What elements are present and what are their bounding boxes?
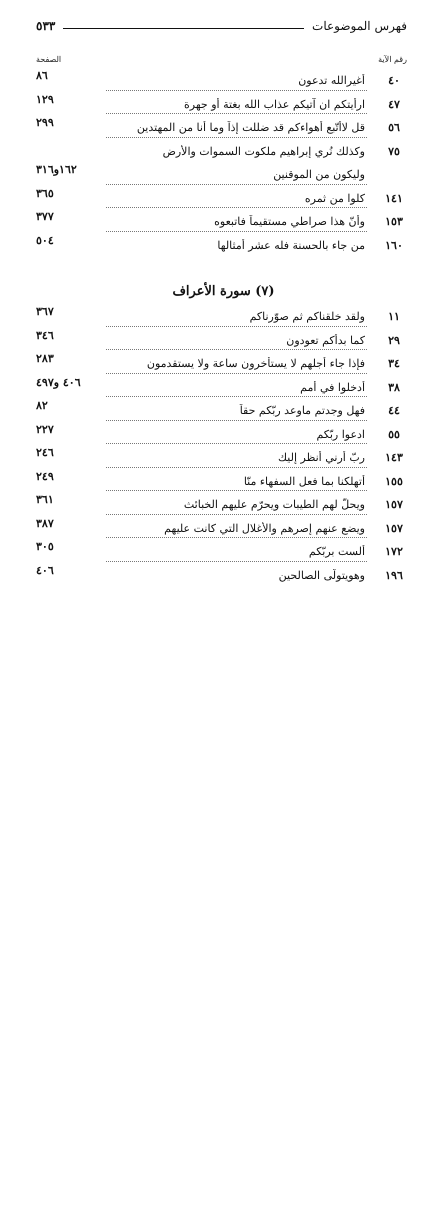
index-entry [36, 210, 407, 234]
verse-text: ولقد خلقناكم ثم صوّرناكم [249, 310, 365, 324]
verse-text: كما بدأكم تعودون [286, 333, 365, 347]
verse-text: وهويتولّى الصالحين [278, 568, 365, 582]
verse-text: ويضع عنهم إصرهم والأغلال التي كانت عليهم [164, 521, 365, 535]
verse-number: ١٥٥ [385, 474, 403, 488]
verse-number: ٥٥ [388, 427, 400, 441]
verse-text: كلوا من ثمره [304, 191, 365, 205]
verse-number: ٣٤ [388, 357, 400, 371]
verse-text: أغيرالله تدعون [298, 74, 365, 88]
page-reference: ٥٠٤ [36, 233, 54, 247]
verse-number-header: رقم الآية [378, 55, 407, 64]
index-entry [36, 470, 407, 494]
page-reference: ٢٤٩ [36, 469, 54, 483]
verse-number: ٤٤ [388, 404, 400, 418]
page-number: ٥٣٣ [36, 19, 56, 33]
verse-text: فهل وجدتم ماوعد ربّكم حقاً [239, 404, 365, 418]
index-entry [36, 493, 407, 517]
index-entry [36, 517, 407, 541]
verse-text: ألست بربّكم [308, 545, 365, 559]
page-reference: ٣٤٦ [36, 328, 54, 342]
verse-text: ربّ أرني أنظر إليك [278, 451, 365, 465]
index-entry [36, 187, 407, 211]
page-reference: ٨٦ [36, 69, 48, 82]
verse-text: وليكون من الموقنين [273, 168, 365, 182]
page-reference: ٤٠٦ و٤٩٧ [36, 375, 81, 389]
index-entry [36, 140, 407, 164]
verse-text: أدخلوا في أمم [300, 380, 365, 394]
page-reference: ٢٤٦ [36, 446, 54, 459]
page-header: الصفحة [36, 55, 62, 64]
page-reference: ٣٠٥ [36, 540, 54, 553]
verse-number: ١٦٠ [385, 238, 403, 252]
verse-number: ١٤٣ [385, 451, 403, 465]
verse-number: ٤٠ [388, 74, 400, 88]
page-reference: ٢٩٩ [36, 116, 54, 129]
verse-number: ١٩٦ [385, 568, 403, 582]
verse-text: أتهلكنا بما فعل السفهاء منّا [243, 474, 365, 488]
section-araf-list [36, 305, 407, 587]
verse-number: ٣٨ [388, 380, 400, 394]
index-entry [36, 305, 407, 329]
index-entry [36, 376, 407, 400]
index-entry [36, 352, 407, 376]
verse-text: ادعوا ربّكم [316, 427, 365, 441]
verse-number: ٤٧ [388, 97, 400, 111]
running-header [36, 13, 407, 33]
index-entry [36, 116, 407, 140]
section-title: (٧) سورة الأعراف [172, 284, 275, 299]
verse-number: ١٥٧ [385, 521, 403, 535]
page-reference: ٣٨٧ [36, 516, 54, 530]
page-reference: ٢٨٣ [36, 352, 54, 365]
index-entry [36, 234, 407, 258]
index-entry [36, 399, 407, 423]
index-entry [36, 93, 407, 117]
verse-number: ١٥٣ [385, 215, 403, 229]
verse-number: ١١ [388, 310, 400, 324]
page-reference: ٨٢ [36, 399, 48, 412]
column-headers [36, 55, 407, 69]
verse-number: ١٧٢ [385, 545, 403, 559]
page-reference: ٣٦٥ [36, 186, 54, 200]
verse-text: قل لاأتّبع أهواءكم قد ضللت إذاً وما أنا من المهتدين [136, 121, 365, 135]
verse-text: وأنّ هذا صراطي مستقيماً فاتبعوه [214, 215, 365, 229]
page-reference: ٣٦٧ [36, 305, 54, 318]
index-entry [36, 329, 407, 353]
page-reference: ١٢٩ [36, 92, 54, 106]
section-anam-list [36, 69, 407, 257]
verse-number: ١٤١ [385, 191, 403, 205]
page-reference: ٣٧٧ [36, 210, 54, 223]
verse-text: من جاء بالحسنة فله عشر أمثالها [217, 238, 365, 252]
index-entry [36, 163, 407, 187]
page-reference: ٢٢٧ [36, 422, 54, 436]
index-entry [36, 446, 407, 470]
verse-text: ارأيتكم ان آتيكم عذاب الله بغتة أو جهرة [184, 97, 365, 111]
verse-number: ٢٩ [388, 333, 400, 347]
verse-number: ٥٦ [388, 121, 400, 135]
verse-number: ٧٥ [388, 144, 400, 158]
index-entry [36, 564, 407, 588]
index-entry [36, 423, 407, 447]
header-title: فهرس الموضوعات [312, 19, 407, 33]
verse-number: ١٥٧ [385, 498, 403, 512]
index-entry [36, 540, 407, 564]
page-reference: ٤٠٦ [36, 563, 54, 577]
page-reference: ٣٦١ [36, 493, 54, 506]
page-reference: ١٦٢و٣١٦ [36, 163, 77, 176]
verse-text: فإذا جاء أجلهم لا يستأخرون ساعة ولا يستقدمون [146, 357, 365, 371]
verse-text: وكذلك نُري إبراهيم ملكوت السموات والأرض [162, 144, 365, 158]
verse-text: ويحلّ لهم الطيبات ويحرّم عليهم الخبائث [183, 498, 365, 512]
header-rule [63, 28, 304, 29]
index-entry [36, 69, 407, 93]
